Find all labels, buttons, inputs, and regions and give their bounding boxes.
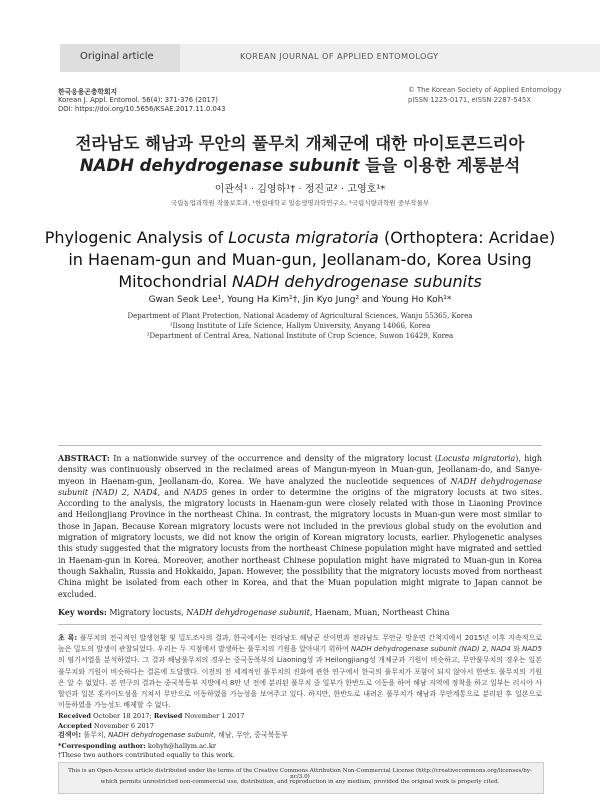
korean-abstract-text-2: 와 [510,645,523,654]
english-title-line1 [30,228,570,247]
english-title-species: Locusta migratoria [228,228,379,247]
korean-abstract-label: 초 록: [58,634,78,642]
keywords-text-1: Migratory locusts, [106,608,187,617]
korean-abstract [58,633,542,711]
english-title-line3-pre: Mitochondrial [118,272,233,291]
journal-korean-name: 한국응용곤충학회지 [58,88,118,96]
corresponding-email[interactable]: kohyh@hallym.ac.kr [145,742,216,750]
article-type: Original article [80,51,154,62]
keywords-text-2: , Haenam, Muan, Northeast China [309,608,450,617]
revised-label: Revised [153,712,183,720]
abstract-text-1: In a nationwide survey of the occurrence and density of the migratory locust ( [109,454,438,463]
english-title-line3 [30,272,570,291]
korean-keywords [58,730,542,740]
english-title-pre: Phylogenic Analysis of [44,228,229,247]
keywords-label: Key words: [58,607,107,617]
abstract-text-3: and [159,487,184,497]
revised-date: November 1 2017 [182,712,245,720]
korean-keywords-italic: NADH dehydrogenase subunit [108,731,214,739]
korean-abstract-text-1: 풀무치의 전국적인 발생현황 및 밀도조사의 결과, 한국에서는 전라남도 해남군 산이면과 전라남도 무안군 망운면 간척지에서 2015년 이후 지속적으로 높은 밀도의 발생이 관찰되었다. 우리는 두 지점에서 발생하는 풀무치의 기원을 알아내기 위하여 [58,634,542,654]
abstract-text-4: genes in order to determine the origins of the migratory locusts at two sites. According to the analysis, the migratory locusts in Haenam-gun were closely related with those in Liaoning Province and Heilongjiang Province in the northeast China. In contrast, the migratory locusts in Muan-gun were most similar to those in Japan. Because Korean migratory locusts were not included in the previous global study on the evolution and migration of migratory locusts, we did not know the origin of Korean migratory locusts, earlier. Phylogenetic analyses this study suggested that the migratory locusts from the northeast Chinese population might have migrated and settled in Haenam-gun in Korea. Moreover, another northeast Chinese population might have migrated to Muan-gun in Korea though Sakhalin, Russia and Hokkaido, Japan. However, the possibility that the migratory locusts moved from northeast China might be isolated from each other in Korea, and that the Muan population might migrate to Japan cannot be excluded. [58,487,543,599]
abstract [58,453,542,600]
received-revised [58,712,542,720]
received-date: October 18 2017; [91,712,154,720]
citation: Korean J. Appl. Entomol. 56(4): 371-376 (2017) [58,96,218,104]
korean-keywords-label: 검색어: [58,731,82,739]
affiliation-1: Department of Plant Protection, National Academy of Agricultural Sciences, Wanju 55365, Korea [127,312,473,320]
korean-title-italic: NADH dehydrogenase subunit [79,156,360,175]
accepted-label: Accepted [58,722,92,730]
corresponding-label: *Corresponding author: [58,742,146,750]
open-access-line1: This is an Open-Access article distributed under the terms of the Creative Commons Attribution Non-Commercial License (http://creativecommons.org/licenses/by-nc/3.0) [68,768,532,780]
korean-keywords-text-1: 풀무치, [81,731,109,739]
received-label: Received [58,712,92,720]
korean-authors: 이관석¹ · 김영하¹† · 정진교² · 고영호¹* [214,184,386,195]
accepted-date: November 6 2017 [91,722,154,730]
abstract-italic-1: Locusta migratoria [437,454,516,463]
affiliation-3: ²Department of Central Area, National Institute of Crop Science, Suwon 16429, Korea [146,332,454,340]
open-access-line2: which permits unrestricted non-commercial use, distribution, and reproduction in any medium, provided the original work is properly cited. [100,779,500,785]
english-authors: Gwan Seok Lee¹, Young Ha Kim¹†, Jin Kyo Jung² and Young Ho Koh¹* [148,295,452,305]
abstract-italic-2: NADH dehydrogenase subunit (NAD) 2, NAD4, [58,476,542,497]
accepted [58,722,542,730]
korean-abstract-italic-1: NADH dehydrogenase subunit (NAD) 2, NAD4 [351,645,511,654]
corresponding-author [58,742,542,750]
abstract-divider [58,624,542,625]
korean-affiliations: 국립농업과학원 작물보호과, ¹한림대학교 일송생명과학연구소, ²국립식량과학원 중부작물부 [170,199,430,207]
keywords [58,607,542,617]
doi-link[interactable]: DOI: https://doi.org/10.5656/KSAE.2017.11.0.043 [58,105,226,113]
abstract-italic-3: NAD5 [183,487,208,497]
journal-name-banner: KOREAN JOURNAL OF APPLIED ENTOMOLOGY [240,51,439,61]
section-divider [58,445,542,446]
society-copyright: © The Korean Society of Applied Entomology [408,86,562,94]
korean-title-rest: 들을 이용한 계통분석 [359,156,521,175]
affiliation-2: ¹Ilsong Institute of Life Science, Hallym University, Anyang 14066, Korea [169,322,431,330]
keywords-italic: NADH dehydrogenase subunit [186,608,310,617]
abstract-text-2: ), high density was continuously observed in the reclaimed areas of Mangun-myeon in Muan-gun, Jeollanam-do, and Sanye-myeon in Haenam-gun, Jeollanam-do, Korea. We have analyzed the nucleotide sequences of [58,454,542,486]
korean-title-line2 [40,152,560,176]
equal-contribution-note: †These two authors contributed equally to this work. [58,751,235,759]
korean-abstract-italic-2: NAD5 [522,645,542,654]
korean-abstract-text-3: 의 염기서열을 분석하였다. 그 결과 해남풀무치의 경우는 중국동북부의 Liaoning성 과 Heilongjiang성 개체군과 기원이 비슷하고, 무안풀무치의 경우는 일본풀무치와 기원이 비슷하다는 결론에 도달했다. 이전의 전 세계적인 풀무치의 진화에 관한 연구에서 한국의 풀무치가 포함이 되지 않아서 한반도 풀무치의 기원은 알 수 없었다. 본 연구의 결과는 중국북동부 지방에서 8만 년 전에 분리된 풀무치 중 일부가 한반도로 이동을 하여 해남 지역에 정착을 하고 일부는 러시아 사할린과 일본 홋카이도섬을 거쳐서 무안으로 이동하였을 가능성을 보여주고 있다. 하지만, 한반도로 내려온 풀무치가 해남과 무안계통으로 분리된 후 일본으로 이동하였을 가능성도 배제할 수 없다. [58,656,542,710]
english-title-line3-italic: NADH dehydrogenase subunits [232,272,482,291]
korean-keywords-text-2: , 해남, 무안, 중국북동부 [213,731,288,739]
english-title-post: (Orthoptera: Acridae) [378,228,556,247]
issn: pISSN 1225-0171, eISSN 2287-545X [408,96,532,104]
abstract-label: ABSTRACT: [58,454,110,463]
english-title-line2: in Haenam-gun and Muan-gun, Jeollanam-do, Korea Using [68,250,532,269]
korean-title-line1: 전라남도 해남과 무안의 풀무치 개체군에 대한 마이토콘드리아 [75,134,525,153]
